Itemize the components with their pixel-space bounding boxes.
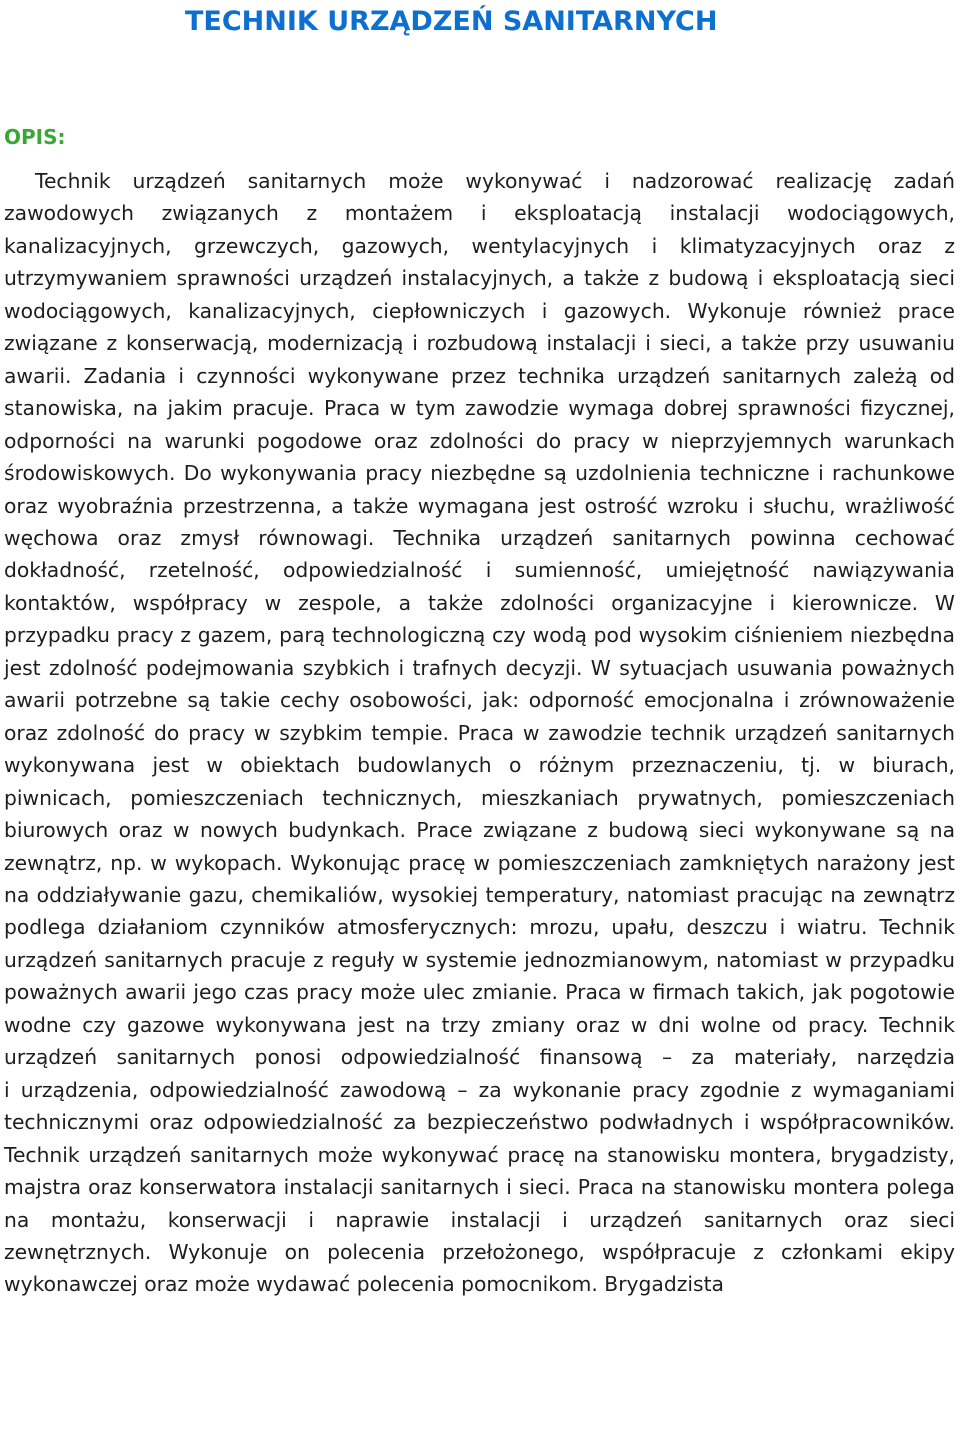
document-title: TECHNIK URZĄDZEŃ SANITARNYCH bbox=[185, 6, 718, 37]
description-paragraph: Technik urządzeń sanitarnych może wykonywać i nadzorować realizację zadań zawodowych związanych z montażem i eksploatacją instalacji wodociągowych, kanalizacyjnych, grzewczych, gazowych, wentylacyjnych i klimatyzacyjnych oraz z utrzymywaniem sprawności urządzeń instalacyjnych, a także z budową i eksploatacją sieci wodociągowych, kanalizacyjnych, ciepłowniczych i gazowych. Wykonuje również prace związane z konserwacją, modernizacją i rozbudową instalacji i sieci, a także przy usuwaniu awarii. Zadania i czynności wykonywane przez technika urządzeń sanitarnych zależą od stanowiska, na jakim pracuje. Praca w tym zawodzie wymaga dobrej sprawności fizycznej, odporności na warunki pogodowe oraz zdolności do pracy w nieprzyjemnych warunkach środowiskowych. Do wykonywania pracy niezbędne są uzdolnienia techniczne i rachunkowe oraz wyobraźnia przestrzenna, a także wymagana jest ostrość wzroku i słuchu, wrażliwość węchowa oraz zmysł równowagi. Technika urządzeń sanitarnych powinna cechować dokładność, rzetelność, odpowiedzialność i sumienność, umiejętność nawiązywania kontaktów, współpracy w zespole, a także zdolności organizacyjne i kierownicze. W przypadku pracy z gazem, parą technologiczną czy wodą pod wysokim ciśnieniem niezbędna jest zdolność podejmowania szybkich i trafnych decyzji. W sytuacjach usuwania poważnych awarii potrzebne są takie cechy osobowości, jak: odporność emocjonalna i zrównoważenie oraz zdolność do pracy w szybkim tempie. Praca w zawodzie technik urządzeń sanitarnych wykonywana jest w obiektach budowlanych o różnym przeznaczeniu, tj. w biurach, piwnicach, pomieszczeniach technicznych, mieszkaniach prywatnych, pomieszczeniach biurowych oraz w nowych budynkach. Prace związane z budową sieci wykonywane są na zewnątrz, np. w wykopach. Wykonując pracę w pomieszczeniach zamkniętych narażony jest na oddziaływanie gazu, chemikaliów, wysokiej temperatury, natomiast pracując na zewnątrz podlega działaniom czynników atmosferycznych: mrozu, upału, deszczu i wiatru. Technik urządzeń sanitarnych pracuje z reguły w systemie jednozmianowym, natomiast w przypadku poważnych awarii jego czas pracy może ulec zmianie. Praca w firmach takich, jak pogotowie wodne czy gazowe wykonywana jest na trzy zmiany oraz w dni wolne od pracy. Technik urządzeń sanitarnych ponosi odpowiedzialność finansową – za materiały, narzędzia i urządzenia, odpowiedzialność zawodową – za wykonanie pracy zgodnie z wymaganiami technicznymi oraz odpowiedzialność za bezpieczeństwo podwładnych i współpracowników. Technik urządzeń sanitarnych może wykonywać pracę na stanowisku montera, brygadzisty, majstra oraz konserwatora instalacji sanitarnych i sieci. Praca na stanowisku montera polega na montażu, konserwacji i naprawie instalacji i urządzeń sanitarnych oraz sieci zewnętrznych. Wykonuje on polecenia przełożonego, współpracuje z członkami ekipy wykonawczej oraz może wydawać polecenia pomocnikom. Brygadzista bbox=[4, 169, 955, 1297]
section-heading-opis: OPIS: bbox=[4, 125, 66, 149]
